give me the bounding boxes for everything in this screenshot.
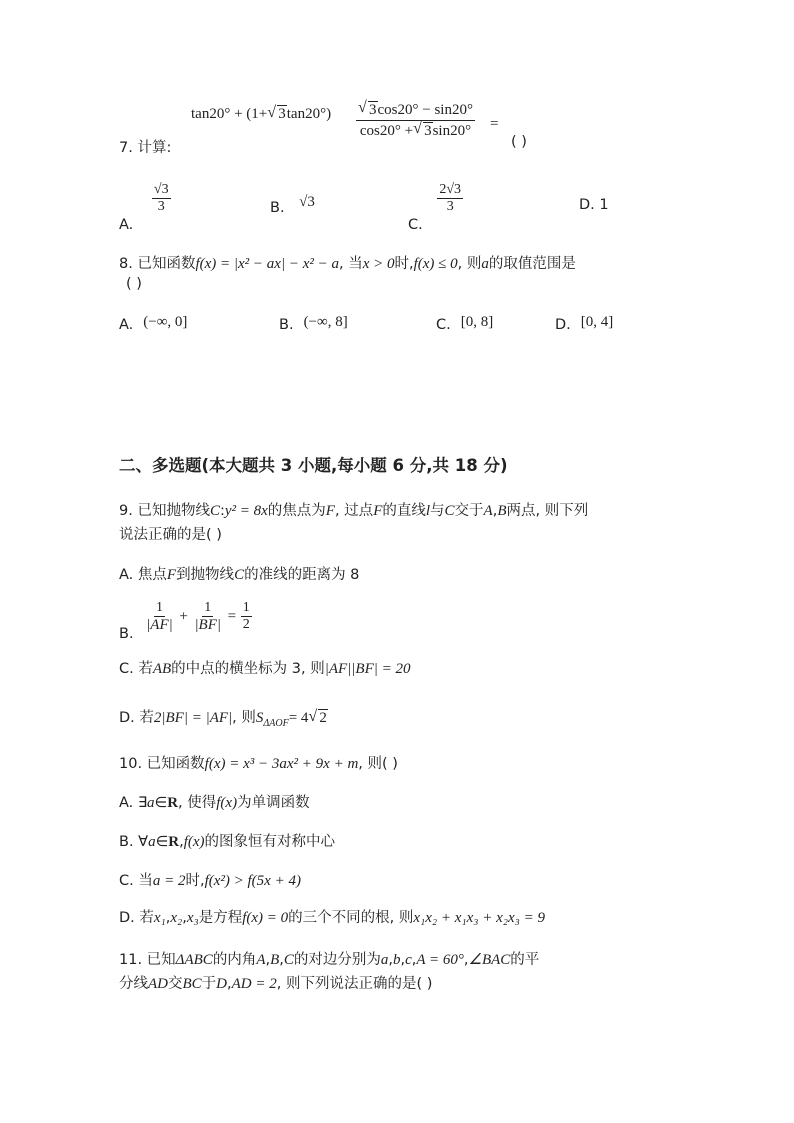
q7-option-c <box>408 182 463 233</box>
q7-b-label: B. <box>270 200 285 216</box>
q11-line2: 分线AD交BC于D,AD = 2, 则下列说法正确的是( ) <box>119 976 433 992</box>
q9-option-a: A. 焦点F到抛物线C的准线的距离为 8 <box>119 567 360 583</box>
q7-eq: = <box>490 116 499 132</box>
q8-paren: ( ) <box>126 276 142 292</box>
q7-sqrt3: √ 3 <box>267 106 287 123</box>
q7-expr-left: tan20° + (1+ <box>191 106 268 122</box>
q9-option-d: D. 若2|BF| = |AF|, 则$S_{\Delta AOF}= 4√$ 2 <box>119 706 328 729</box>
q7-expression <box>191 106 331 123</box>
q7-a-label: A. <box>119 216 134 233</box>
q7-option-b <box>270 194 315 216</box>
q7-num: cos20° − sin20° <box>377 102 473 118</box>
q10-stem: 10. 已知函数f(x) = x³ − 3ax² + 9x + m, 则( ) <box>119 756 398 772</box>
q7-c-den: 3 <box>446 199 454 214</box>
q9-line1: 9. 已知抛物线C:y² = 8x的焦点为F, 过点F的直线l与C交于A,B两点, 则下列 <box>119 503 589 519</box>
section-heading: 二、多选题(本大题共 3 小题,每小题 6 分,共 18 分) <box>119 456 508 475</box>
q7-option-d: D. 1 <box>579 197 609 213</box>
q7-den-a: cos20° + <box>359 123 414 139</box>
q8-option-c: C. [0, 8] <box>436 314 494 333</box>
q7-expr-tan: tan20°) <box>286 106 332 122</box>
q8-option-d: D. [0, 4] <box>555 314 614 333</box>
q9-option-c: C. 若AB的中点的横坐标为 3, 则|AF||BF| = 20 <box>119 661 411 677</box>
q8-option-a: A. (−∞, 0] <box>119 314 188 333</box>
q9-line2: 说法正确的是( ) <box>119 527 222 543</box>
q9-option-b: B. $\frac{1}{|AF|}$ + $\frac{1}{|BF|}$ = $\frac{1}{2}$ <box>119 600 250 642</box>
q10-option-a: A. ∃a∈R, 使得f(x)为单调函数 <box>119 795 310 811</box>
q7-paren: ( ) <box>511 134 527 150</box>
q7-c-num: 2√3 <box>439 182 462 197</box>
q7-a-den: 3 <box>157 199 165 214</box>
q10-option-b: B. ∀a∈R,f(x)的图象恒有对称中心 <box>119 834 336 850</box>
q7-prefix: 7. 计算: <box>119 140 172 156</box>
q7-a-num: √3 <box>153 182 169 197</box>
q10-option-c: C. 当a = 2时,f(x²) > f(5x + 4) <box>119 873 301 889</box>
q7-den-b: sin20° <box>432 123 472 139</box>
q10-option-d: D. 若x₁,x₂,x₃是方程f(x) = 0的三个不同的根, 则x₁x₂ + x₁x₃ + x₂x₃ = 9 <box>119 910 545 926</box>
q7-option-a <box>119 182 171 233</box>
q8-stem: 8. 已知函数f(x) = |x² − ax| − x² − a, 当x > 0时,f(x) ≤ 0, 则a的取值范围是 <box>119 256 576 272</box>
q7-b-val: √3 <box>299 194 315 210</box>
q11-line1: 11. 已知ΔABC的内角A,B,C的对边分别为a,b,c,A = 60°,∠BAC的平 <box>119 952 540 968</box>
q8-option-b: B. (−∞, 8] <box>279 314 348 333</box>
q7-c-label: C. <box>408 216 423 233</box>
q7-fraction: √ $\frac{3\cos 20^\circ - \sin 20^\circ}{\cos 20^\circ +√ 3\sin 20^\circ}$ <box>356 100 475 141</box>
q8-func: f(x) = |x² − ax| − x² − a <box>195 256 339 272</box>
